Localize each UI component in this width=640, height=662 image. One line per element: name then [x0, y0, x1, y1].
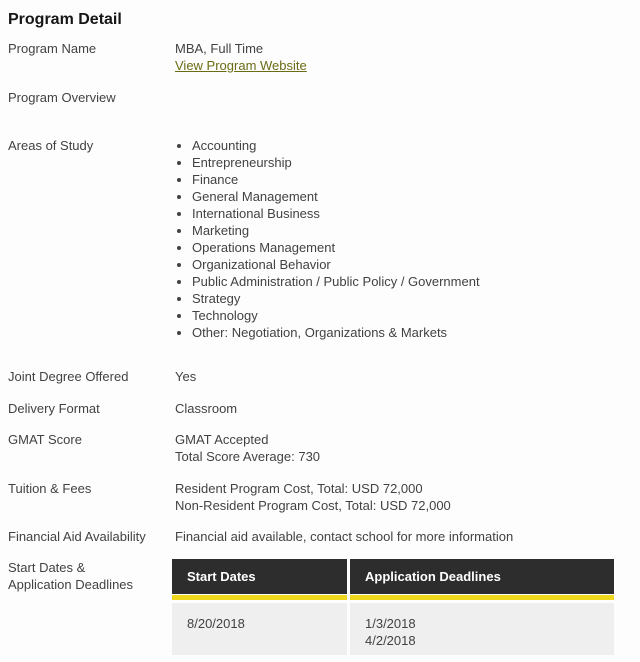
financial-aid-label: Financial Aid Availability: [8, 529, 146, 544]
list-item: • Public Administration / Public Policy / Government: [192, 273, 632, 290]
yellow-accent-stripe-left: [172, 595, 347, 600]
list-item: • Strategy: [192, 290, 632, 307]
program-name-value: [175, 40, 632, 74]
yellow-accent-stripe-right: [350, 595, 614, 600]
start-dates-cell: [172, 603, 347, 655]
financial-aid-value: Financial aid available, contact school for more information: [175, 529, 514, 544]
application-deadlines-cell: [350, 603, 614, 655]
list-item: • Operations Management: [192, 239, 632, 256]
list-item: • Technology: [192, 307, 632, 324]
start-dates-column-header: Start Dates: [172, 559, 347, 594]
list-item: • General Management: [192, 188, 632, 205]
date-line: 4/2/2018: [365, 633, 416, 648]
view-program-website-link[interactable]: View Program Website: [175, 58, 307, 73]
gmat-score-value: [175, 431, 632, 465]
non-resident-cost-text: Non-Resident Program Cost, Total: USD 72,000: [175, 498, 451, 513]
row-program-overview: [8, 89, 632, 106]
list-item: • Marketing: [192, 222, 632, 239]
yellow-accent-stripe: [172, 595, 614, 600]
tuition-fees-label: Tuition & Fees: [8, 481, 92, 496]
program-name-text: MBA, Full Time: [175, 41, 264, 56]
start-dates-label-line1: Start Dates &: [8, 560, 86, 575]
start-dates-deadlines-label: [8, 559, 175, 593]
list-item: • Entrepreneurship: [192, 154, 632, 171]
delivery-format-value: Classroom: [175, 401, 238, 416]
row-start-dates-deadlines: [8, 559, 632, 655]
row-tuition-fees: [8, 480, 632, 514]
joint-degree-value: Yes: [175, 369, 197, 384]
row-program-name: [8, 40, 632, 74]
list-item: • Organizational Behavior: [192, 256, 632, 273]
delivery-format-label: Delivery Format: [8, 401, 100, 416]
start-dates-label-line2: Application Deadlines: [8, 577, 134, 592]
areas-of-study-value: [175, 137, 632, 341]
gmat-average-text: Total Score Average: 730: [175, 449, 321, 464]
program-overview-label: Program Overview: [8, 90, 116, 105]
list-item: • Other: Negotiation, Organizations & Markets: [192, 324, 632, 341]
start-dates-table-body: [172, 603, 614, 655]
date-line: 8/20/2018: [187, 616, 245, 631]
row-financial-aid: [8, 528, 632, 545]
program-name-label: Program Name: [8, 41, 97, 56]
joint-degree-label: Joint Degree Offered: [8, 369, 129, 384]
areas-of-study-list: [175, 137, 632, 341]
program-overview-value: [175, 89, 632, 106]
row-delivery-format: [8, 400, 632, 417]
gmat-accepted-text: GMAT Accepted: [175, 432, 269, 447]
gmat-score-label: GMAT Score: [8, 432, 82, 447]
areas-of-study-label: Areas of Study: [8, 138, 94, 153]
date-line: 1/3/2018: [365, 616, 416, 631]
start-dates-table-wrap: [175, 559, 632, 655]
start-dates-table-header: [172, 559, 614, 594]
start-dates-table: [172, 559, 614, 655]
row-joint-degree: [8, 368, 632, 385]
list-item: • Accounting: [192, 137, 632, 154]
application-deadlines-column-header: Application Deadlines: [350, 559, 614, 594]
row-gmat-score: [8, 431, 632, 465]
tuition-fees-value: [175, 480, 632, 514]
resident-cost-text: Resident Program Cost, Total: USD 72,000: [175, 481, 423, 496]
page-title: Program Detail: [8, 11, 122, 28]
row-areas-of-study: [8, 137, 632, 341]
list-item: • Finance: [192, 171, 632, 188]
list-item: • International Business: [192, 205, 632, 222]
